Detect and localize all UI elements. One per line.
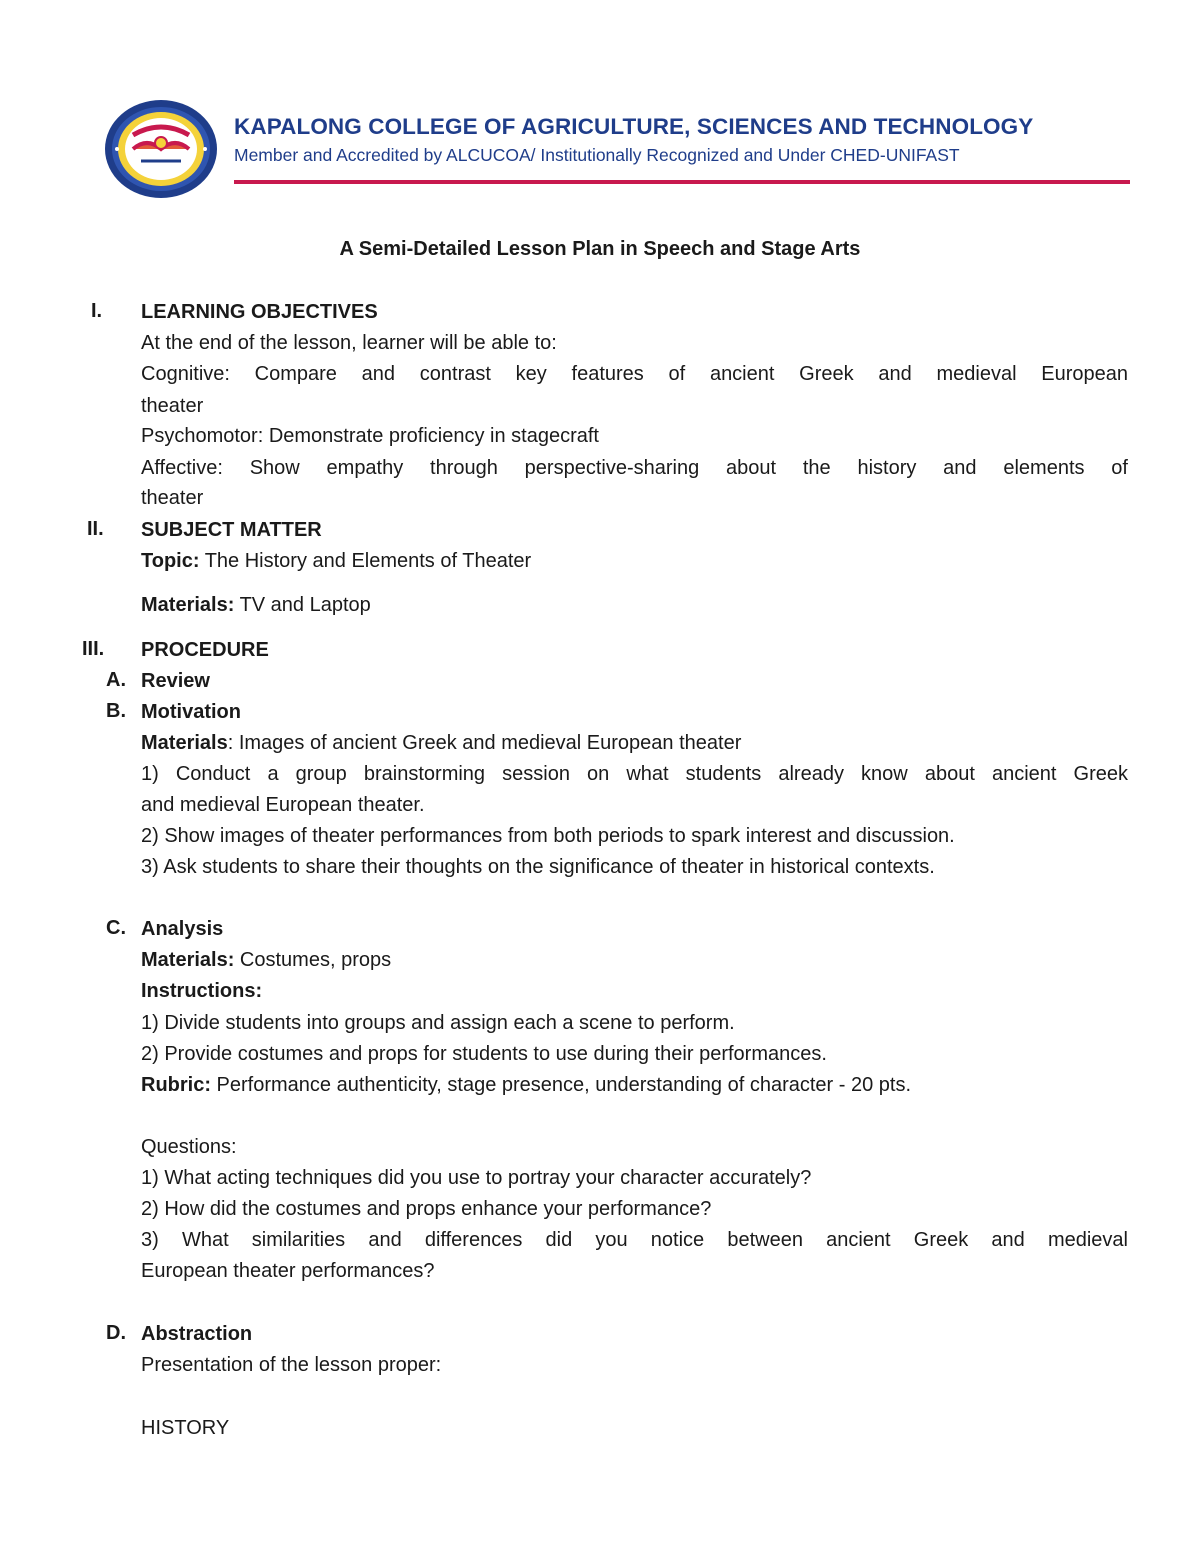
college-seal-logo: [103, 99, 219, 199]
question-3-cont: European theater performances?: [141, 1260, 435, 1282]
topic-line: [141, 549, 531, 573]
subsection-heading-abstraction: Abstraction: [141, 1323, 253, 1345]
analysis-rubric: [141, 1073, 911, 1097]
question-2: 2) How did the costumes and props enhance your performance?: [141, 1198, 712, 1220]
section-number: I.: [91, 300, 103, 322]
analysis-materials-label: Materials:: [141, 949, 235, 971]
objective-affective: Affective: Show empathy through perspective-sharing about the history and elements of: [141, 457, 1128, 479]
materials-label: Materials:: [141, 594, 235, 616]
objective-affective-cont: theater: [141, 487, 204, 509]
motivation-materials: [141, 731, 741, 755]
motivation-step-1-cont: and medieval European theater.: [141, 794, 425, 816]
analysis-step-1: 1) Divide students into groups and assign each a scene to perform.: [141, 1012, 735, 1034]
section-heading-procedure: PROCEDURE: [141, 639, 269, 661]
rubric-value: Performance authenticity, stage presence, understanding of character - 20 pts.: [211, 1074, 912, 1096]
question-3: 3) What similarities and differences did you notice between ancient Greek and medieval: [141, 1229, 1128, 1251]
analysis-instructions-label: Instructions:: [141, 980, 263, 1002]
document-title: A Semi-Detailed Lesson Plan in Speech and Stage Arts: [339, 238, 861, 260]
subsection-heading-motivation: Motivation: [141, 701, 241, 723]
section-number: II.: [87, 518, 104, 540]
analysis-step-2: 2) Provide costumes and props for students to use during their performances.: [141, 1043, 827, 1065]
objective-psychomotor: Psychomotor: Demonstrate proficiency in stagecraft: [141, 425, 599, 447]
subsection-heading-analysis: Analysis: [141, 918, 224, 940]
objective-cognitive-cont: theater: [141, 395, 204, 417]
analysis-materials-value: Costumes, props: [234, 949, 392, 971]
objectives-intro: At the end of the lesson, learner will be able to:: [141, 332, 557, 354]
letterhead: [0, 0, 1200, 200]
subsection-letter: C.: [106, 917, 126, 939]
subsection-letter: D.: [106, 1322, 126, 1344]
college-accreditation: Member and Accredited by ALCUCOA/ Institutionally Recognized and Under CHED-UNIFAST: [234, 145, 960, 165]
motivation-step-2: 2) Show images of theater performances from both periods to spark interest and discussion.: [141, 825, 955, 847]
section-heading-objectives: LEARNING OBJECTIVES: [141, 301, 378, 323]
rubric-label: Rubric:: [141, 1074, 211, 1096]
subsection-letter: B.: [106, 700, 126, 722]
history-heading: HISTORY: [141, 1417, 230, 1439]
section-number: III.: [82, 638, 105, 660]
materials-value: TV and Laptop: [234, 594, 371, 616]
topic-value: The History and Elements of Theater: [199, 550, 532, 572]
motivation-step-1: 1) Conduct a group brainstorming session on what students already know about ancient Greek: [141, 763, 1128, 785]
motivation-materials-value: : Images of ancient Greek and medieval European theater: [227, 732, 742, 754]
materials-line: [141, 593, 371, 617]
college-name: KAPALONG COLLEGE OF AGRICULTURE, SCIENCES AND TECHNOLOGY: [234, 114, 1034, 139]
section-heading-subject-matter: SUBJECT MATTER: [141, 519, 322, 541]
abstraction-intro: Presentation of the lesson proper:: [141, 1354, 442, 1376]
motivation-materials-label: Materials: [141, 732, 228, 754]
topic-label: Topic:: [141, 550, 200, 572]
question-1: 1) What acting techniques did you use to portray your character accurately?: [141, 1167, 812, 1189]
subsection-heading-review: Review: [141, 670, 210, 692]
motivation-step-3: 3) Ask students to share their thoughts on the significance of theater in historical contexts.: [141, 856, 935, 878]
questions-label: Questions:: [141, 1136, 237, 1158]
subsection-letter: A.: [106, 669, 126, 691]
objective-cognitive: Cognitive: Compare and contrast key features of ancient Greek and medieval European: [141, 363, 1128, 385]
header-divider: [234, 180, 1130, 184]
analysis-materials: [141, 948, 391, 972]
